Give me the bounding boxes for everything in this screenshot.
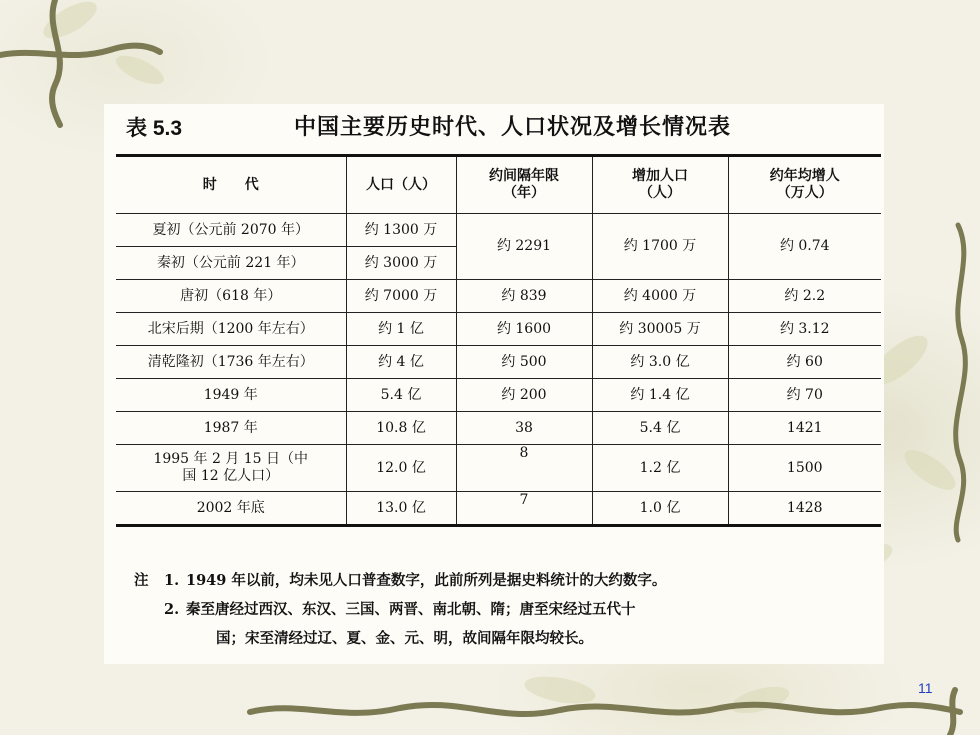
interval-cell: 约 1600 [456,313,592,346]
increase-cell: 1.0 亿 [592,492,728,526]
vine-bottom-icon [250,690,960,735]
table-row [116,412,881,445]
interval-cell: 8 [456,445,592,492]
table-row [116,492,881,526]
annual-cell: 约 3.12 [728,313,881,346]
annual-cell: 约 2.2 [728,280,881,313]
table-header-row [116,156,881,214]
table-row [116,313,881,346]
increase-cell: 约 4000 万 [592,280,728,313]
note-continuation: 国；宋至清经过辽、夏、金、元、明，故间隔年限均较长。 [216,630,593,647]
population-cell: 12.0 亿 [346,445,456,492]
annual-cell: 1500 [728,445,881,492]
population-table [116,154,881,527]
annual-cell: 1428 [728,492,881,526]
header-annual: 约年均增人 （万人） [728,156,881,214]
population-cell: 5.4 亿 [346,379,456,412]
vine-right-icon [956,225,966,540]
table-row [116,280,881,313]
note-number: 1. [164,572,180,589]
header-era: 时 代 [116,156,346,214]
interval-cell: 约 500 [456,346,592,379]
header-interval: 约间隔年限 （年） [456,156,592,214]
increase-cell: 约 1700 万 [592,214,728,280]
note-label: 注 [134,572,149,589]
interval-cell: 约 839 [456,280,592,313]
interval-cell: 约 2291 [456,214,592,280]
population-cell: 约 4 亿 [346,346,456,379]
increase-cell: 约 3.0 亿 [592,346,728,379]
era-cell: 2002 年底 [116,492,346,526]
era-cell: 唐初（618 年） [116,280,346,313]
table-notes [134,566,879,653]
note-text: 秦至唐经过西汉、东汉、三国、两晋、南北朝、隋；唐至宋经过五代十 [186,601,636,618]
note-text: 1949 年以前，均未见人口普查数字，此前所列是据史料统计的大约数字。 [186,572,667,589]
increase-cell: 1.2 亿 [592,445,728,492]
table-row [116,445,881,492]
era-cell: 夏初（公元前 2070 年） [116,214,346,247]
scanned-table-page [104,104,884,664]
table-row [116,214,881,247]
era-cell: 秦初（公元前 221 年） [116,247,346,280]
era-cell: 1987 年 [116,412,346,445]
annual-cell: 约 70 [728,379,881,412]
interval-cell: 约 200 [456,379,592,412]
note-number: 2. [164,601,180,618]
population-cell: 约 1 亿 [346,313,456,346]
era-cell: 1995 年 2 月 15 日（中 国 12 亿人口） [116,445,346,492]
interval-cell: 38 [456,412,592,445]
annual-cell: 约 0.74 [728,214,881,280]
slide-page-number: 11 [918,680,933,696]
era-cell: 北宋后期（1200 年左右） [116,313,346,346]
interval-cell: 7 [456,492,592,526]
population-cell: 约 3000 万 [346,247,456,280]
note-item [134,566,879,595]
increase-cell: 约 30005 万 [592,313,728,346]
note-item [134,595,879,624]
population-cell: 10.8 亿 [346,412,456,445]
era-cell: 1949 年 [116,379,346,412]
increase-cell: 5.4 亿 [592,412,728,445]
population-cell: 约 7000 万 [346,280,456,313]
table-row [116,346,881,379]
table-row [116,379,881,412]
population-cell: 约 1300 万 [346,214,456,247]
annual-cell: 1421 [728,412,881,445]
header-population: 人口（人） [346,156,456,214]
header-increase: 增加人口 （人） [592,156,728,214]
table-title: 中国主要历史时代、人口状况及增长情况表 [294,115,732,140]
table-number: 表 5.3 [126,117,183,140]
annual-cell: 约 60 [728,346,881,379]
increase-cell: 约 1.4 亿 [592,379,728,412]
era-cell: 清乾隆初（1736 年左右） [116,346,346,379]
population-cell: 13.0 亿 [346,492,456,526]
